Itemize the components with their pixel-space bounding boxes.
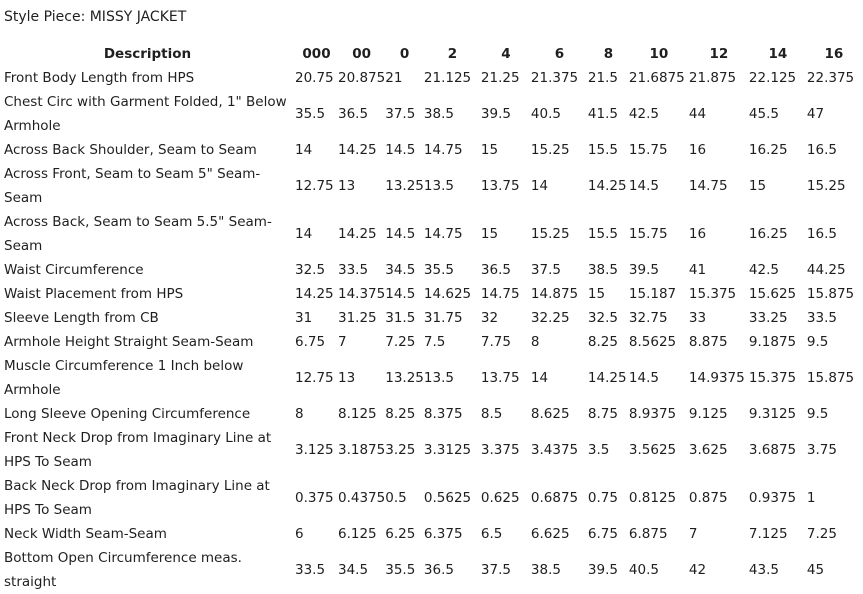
- row-description: Neck Width Seam-Seam: [4, 526, 167, 542]
- row-value: 0.875: [688, 490, 728, 506]
- row-value: 14.75: [688, 178, 728, 194]
- header-size: 00: [352, 46, 372, 62]
- row-value: 3.3125: [423, 442, 472, 458]
- row-value: 13.25: [385, 370, 424, 386]
- row-value: 45: [806, 562, 825, 578]
- row-value: 15.375: [748, 370, 797, 386]
- row-description: Front Body Length from HPS: [4, 70, 195, 86]
- table-row: [0, 426, 861, 474]
- row-value: 15.25: [530, 142, 570, 158]
- row-value: 21.25: [480, 70, 520, 86]
- row-value: 9.5: [806, 334, 829, 350]
- row-value: 22.125: [748, 70, 797, 86]
- row-value: 7.75: [480, 334, 511, 350]
- row-value: 33: [688, 310, 707, 326]
- header-size: 8: [603, 46, 614, 62]
- row-value: 15.625: [748, 286, 797, 302]
- row-value: 3.6875: [748, 442, 797, 458]
- row-value: 9.5: [806, 406, 829, 422]
- row-value: 35.5: [385, 562, 416, 578]
- table-row: [0, 306, 861, 330]
- row-value: 32.5: [587, 310, 618, 326]
- row-value: 14.25: [587, 178, 627, 194]
- table-row: [0, 474, 861, 522]
- row-value: 15.875: [806, 370, 855, 386]
- row-value: 16.25: [748, 142, 788, 158]
- row-value: 14: [530, 370, 549, 386]
- row-value: 14.5: [385, 226, 416, 242]
- row-value: 0.375: [295, 490, 334, 506]
- row-value: 21.5: [587, 70, 618, 86]
- row-value: 6.125: [338, 526, 377, 542]
- row-value: 14.875: [530, 286, 579, 302]
- row-value: 22.375: [806, 70, 855, 86]
- row-value: 8: [530, 334, 540, 350]
- header-size: 12: [709, 46, 729, 62]
- row-value: 15.75: [628, 142, 668, 158]
- row-value: 15: [748, 178, 767, 194]
- header-size: 6: [554, 46, 565, 62]
- row-value: 44: [688, 106, 707, 122]
- row-description: Armhole Height Straight Seam-Seam: [4, 334, 254, 350]
- row-value: 6.375: [423, 526, 463, 542]
- row-value: 0.75: [587, 490, 618, 506]
- row-value: 14: [530, 178, 549, 194]
- row-value: 21.125: [423, 70, 472, 86]
- row-value: 38.5: [530, 562, 561, 578]
- header-description: Description: [103, 46, 192, 62]
- row-value: 7.25: [385, 334, 416, 350]
- row-value: 14.5: [385, 286, 416, 302]
- row-value: 6.75: [295, 334, 326, 350]
- row-value: 42.5: [748, 262, 779, 278]
- row-value: 3.1875: [338, 442, 386, 458]
- row-value: 36.5: [480, 262, 511, 278]
- row-value: 9.125: [688, 406, 728, 422]
- row-value: 33.5: [806, 310, 837, 326]
- row-value: 14.75: [423, 226, 463, 242]
- row-value: 47: [806, 106, 825, 122]
- row-value: 15: [480, 142, 499, 158]
- row-value: 33.5: [295, 562, 326, 578]
- row-value: 37.5: [530, 262, 561, 278]
- row-value: 32.25: [530, 310, 570, 326]
- table-row: [0, 66, 861, 90]
- row-value: 39.5: [480, 106, 511, 122]
- table-row: [0, 354, 861, 402]
- table-row: [0, 402, 861, 426]
- table-row: [0, 282, 861, 306]
- row-value: 37.5: [385, 106, 416, 122]
- row-value: 44.25: [806, 262, 846, 278]
- row-value: 14.375: [338, 286, 386, 302]
- row-description: Sleeve Length from CB: [4, 310, 159, 326]
- row-value: 37.5: [480, 562, 511, 578]
- row-value: 8.75: [587, 406, 618, 422]
- row-value: 39.5: [628, 262, 659, 278]
- row-value: 16.5: [806, 142, 837, 158]
- row-value: 31.75: [423, 310, 463, 326]
- row-value: 6.625: [530, 526, 570, 542]
- row-value: 45.5: [748, 106, 779, 122]
- row-value: 14.75: [423, 142, 463, 158]
- row-value: 0.9375: [748, 490, 797, 506]
- header-size: 14: [768, 46, 788, 62]
- row-value: 14.25: [338, 142, 377, 158]
- row-value: 14.75: [480, 286, 520, 302]
- table-row: [0, 330, 861, 354]
- row-value: 14: [295, 142, 313, 158]
- row-value: 6.875: [628, 526, 668, 542]
- row-value: 8.125: [338, 406, 377, 422]
- row-value: 8.625: [530, 406, 570, 422]
- row-value: 6.5: [480, 526, 503, 542]
- row-value: 0.4375: [338, 490, 386, 506]
- row-value: 15.5: [587, 226, 618, 242]
- row-value: 16: [688, 142, 707, 158]
- style-piece-title: Style Piece: MISSY JACKET: [4, 9, 187, 25]
- row-value: 0.8125: [628, 490, 677, 506]
- header-size: 0: [399, 46, 410, 62]
- row-value: 15.25: [806, 178, 846, 194]
- header-size: 16: [824, 46, 844, 62]
- row-value: 3.5: [587, 442, 610, 458]
- row-value: 14.5: [628, 370, 659, 386]
- row-value: 36.5: [338, 106, 369, 122]
- row-value: 15: [480, 226, 499, 242]
- row-value: 14.25: [338, 226, 377, 242]
- row-value: 15.875: [806, 286, 855, 302]
- row-value: 21.875: [688, 70, 737, 86]
- row-value: 15.25: [530, 226, 570, 242]
- measurement-table: [0, 42, 861, 594]
- row-value: 13.75: [480, 178, 520, 194]
- row-value: 8.9375: [628, 406, 677, 422]
- row-value: 7: [338, 334, 347, 350]
- header-size: 4: [501, 46, 511, 62]
- row-value: 0.5: [385, 490, 407, 506]
- row-value: 13.25: [385, 178, 424, 194]
- row-description: Bottom Open Circumference meas. straight: [4, 550, 242, 590]
- row-value: 9.3125: [748, 406, 797, 422]
- row-value: 0.5625: [423, 490, 472, 506]
- row-value: 16: [688, 226, 707, 242]
- row-value: 14: [295, 226, 313, 242]
- row-description: Muscle Circumference 1 Inch below Armhole: [4, 358, 244, 398]
- row-value: 3.5625: [628, 442, 677, 458]
- row-value: 40.5: [530, 106, 561, 122]
- row-value: 33.5: [338, 262, 369, 278]
- table-row: [0, 258, 861, 282]
- header-size: 2: [447, 46, 458, 62]
- header-row: [0, 42, 861, 66]
- row-value: 31.5: [385, 310, 416, 326]
- row-value: 34.5: [385, 262, 416, 278]
- row-value: 21: [385, 70, 403, 86]
- table-row: [0, 546, 861, 594]
- row-value: 6: [295, 526, 304, 542]
- row-value: 14.625: [423, 286, 472, 302]
- row-value: 14.5: [385, 142, 416, 158]
- row-description: Across Front, Seam to Seam 5" Seam-Seam: [4, 166, 261, 206]
- row-value: 20.75: [295, 70, 334, 86]
- row-value: 8.5625: [628, 334, 677, 350]
- row-value: 13: [338, 178, 356, 194]
- table-row: [0, 162, 861, 210]
- row-description: Across Back, Seam to Seam 5.5" Seam-Seam: [4, 214, 272, 254]
- table-row: [0, 210, 861, 258]
- row-value: 32: [480, 310, 499, 326]
- row-value: 9.1875: [748, 334, 797, 350]
- row-description: Waist Placement from HPS: [4, 286, 184, 302]
- row-description: Long Sleeve Opening Circumference: [4, 406, 251, 422]
- row-value: 15.5: [587, 142, 618, 158]
- row-value: 32.75: [628, 310, 668, 326]
- row-value: 34.5: [338, 562, 369, 578]
- row-value: 35.5: [423, 262, 454, 278]
- row-value: 8: [295, 406, 304, 422]
- row-description: Front Neck Drop from Imaginary Line at HPS To Seam: [4, 430, 272, 470]
- row-value: 15.75: [628, 226, 668, 242]
- row-value: 35.5: [295, 106, 326, 122]
- row-value: 8.5: [480, 406, 503, 422]
- row-value: 15: [587, 286, 606, 302]
- row-value: 40.5: [628, 562, 659, 578]
- header-size: 000: [302, 46, 331, 62]
- row-value: 12.75: [295, 370, 334, 386]
- row-value: 21.375: [530, 70, 579, 86]
- row-value: 14.9375: [688, 370, 745, 386]
- row-description: Waist Circumference: [4, 262, 144, 278]
- row-value: 3.75: [806, 442, 837, 458]
- row-value: 39.5: [587, 562, 618, 578]
- row-value: 43.5: [748, 562, 779, 578]
- row-value: 13.5: [423, 178, 454, 194]
- row-value: 14.5: [628, 178, 659, 194]
- row-value: 0.625: [480, 490, 520, 506]
- row-value: 31.25: [338, 310, 377, 326]
- row-value: 20.875: [338, 70, 386, 86]
- row-value: 14.25: [587, 370, 627, 386]
- row-value: 31: [295, 310, 313, 326]
- row-value: 42.5: [628, 106, 659, 122]
- row-value: 13: [338, 370, 356, 386]
- row-value: 38.5: [587, 262, 618, 278]
- row-value: 3.4375: [530, 442, 579, 458]
- row-value: 16.25: [748, 226, 788, 242]
- row-value: 6.25: [385, 526, 416, 542]
- row-value: 42: [688, 562, 707, 578]
- row-value: 0.6875: [530, 490, 579, 506]
- row-value: 6.75: [587, 526, 618, 542]
- row-value: 13.5: [423, 370, 454, 386]
- row-value: 33.25: [748, 310, 788, 326]
- row-value: 3.625: [688, 442, 728, 458]
- row-value: 7: [688, 526, 698, 542]
- row-value: 7.125: [748, 526, 788, 542]
- row-value: 3.25: [385, 442, 416, 458]
- row-value: 15.187: [628, 286, 677, 302]
- row-value: 1: [806, 490, 816, 506]
- row-value: 41: [688, 262, 707, 278]
- row-value: 13.75: [480, 370, 520, 386]
- row-value: 36.5: [423, 562, 454, 578]
- row-value: 3.375: [480, 442, 520, 458]
- table-body: [0, 66, 861, 594]
- header-size: 10: [649, 46, 669, 62]
- row-value: 7.5: [423, 334, 446, 350]
- row-value: 8.375: [423, 406, 463, 422]
- row-value: 16.5: [806, 226, 837, 242]
- table-row: [0, 522, 861, 546]
- row-value: 3.125: [295, 442, 334, 458]
- table-row: [0, 90, 861, 138]
- row-value: 41.5: [587, 106, 618, 122]
- row-value: 12.75: [295, 178, 334, 194]
- row-description: Back Neck Drop from Imaginary Line at HPS To Seam: [4, 478, 270, 518]
- table-row: [0, 138, 861, 162]
- row-value: 8.25: [385, 406, 416, 422]
- row-value: 14.25: [295, 286, 334, 302]
- row-value: 38.5: [423, 106, 454, 122]
- row-value: 32.5: [295, 262, 326, 278]
- row-value: 8.25: [587, 334, 618, 350]
- row-value: 21.6875: [628, 70, 685, 86]
- row-description: Chest Circ with Garment Folded, 1" Below Armhole: [4, 94, 287, 134]
- row-value: 7.25: [806, 526, 837, 542]
- row-value: 15.375: [688, 286, 737, 302]
- row-description: Across Back Shoulder, Seam to Seam: [4, 142, 257, 158]
- row-value: 8.875: [688, 334, 728, 350]
